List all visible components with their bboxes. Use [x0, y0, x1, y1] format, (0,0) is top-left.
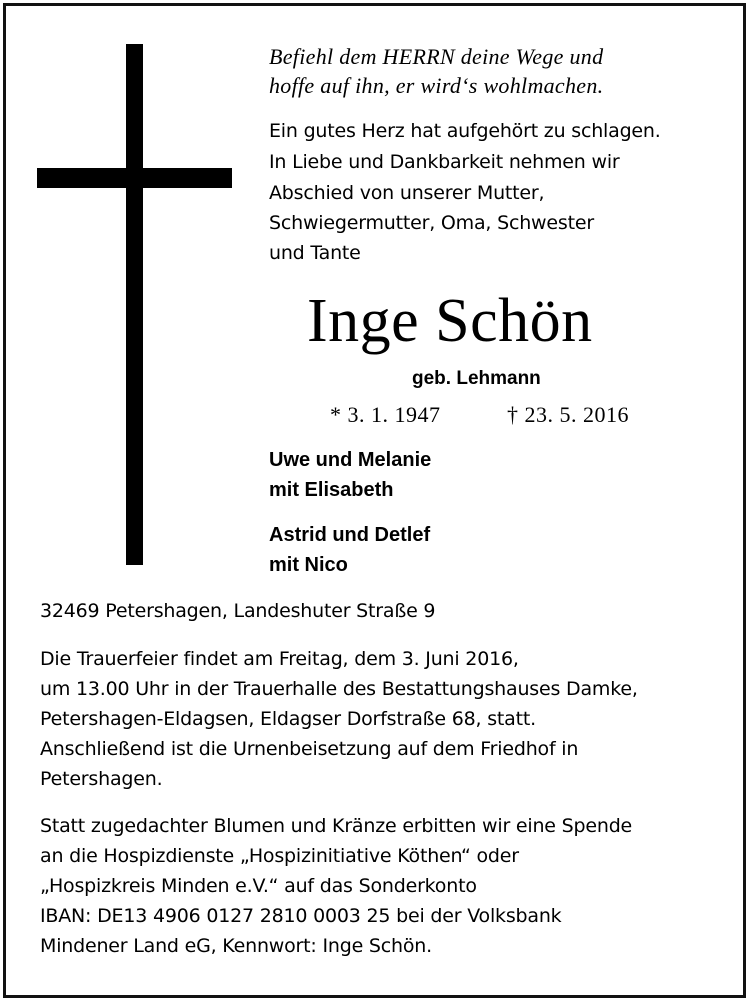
intro-line-4: Schwiegermutter, Oma, Schwester	[269, 212, 594, 234]
mourner-1-line-2: mit Elisabeth	[269, 479, 394, 501]
funeral-info-line-1: Die Trauerfeier findet am Freitag, dem 3. Juni 2016,	[40, 648, 519, 670]
death-date: † 23. 5. 2016	[507, 402, 629, 427]
donation-line-1: Statt zugedachter Blumen und Kränze erbitten wir eine Spende	[40, 815, 633, 837]
donation-line-3: „Hospizkreis Minden e.V.“ auf das Sonderkonto	[40, 875, 477, 897]
address-line: 32469 Petershagen, Landeshuter Straße 9	[40, 600, 436, 622]
funeral-info-line-2: um 13.00 Uhr in der Trauerhalle des Bestattungshauses Damke,	[40, 678, 638, 700]
verse-line-1: Befiehl dem HERRN deine Wege und	[269, 44, 604, 69]
donation-line-2: an die Hospizdienste „Hospizinitiative Köthen“ oder	[40, 845, 519, 867]
mourner-2-line-2: mit Nico	[269, 554, 348, 576]
mourner-1-line-1: Uwe und Melanie	[269, 449, 432, 471]
intro-line-1: Ein gutes Herz hat aufgehört zu schlagen.	[269, 120, 661, 142]
donation-line-5: Mindener Land eG, Kennwort: Inge Schön.	[40, 935, 432, 957]
intro-line-2: In Liebe und Dankbarkeit nehmen wir	[269, 151, 620, 173]
deceased-name: Inge Schön	[307, 287, 593, 355]
intro-line-5: und Tante	[269, 242, 361, 264]
intro-line-3: Abschied von unserer Mutter,	[269, 182, 545, 204]
birth-date: * 3. 1. 1947	[330, 402, 441, 427]
cross-vertical-bar	[126, 44, 143, 565]
mourner-2-line-1: Astrid und Detlef	[269, 524, 431, 546]
funeral-info-line-3: Petershagen-Eldagsen, Eldagser Dorfstraße 68, statt.	[40, 708, 536, 730]
donation-line-4: IBAN: DE13 4906 0127 2810 0003 25 bei der Volksbank	[40, 905, 562, 927]
maiden-name: geb. Lehmann	[412, 368, 541, 389]
verse-line-2: hoffe auf ihn, er wird‘s wohlmachen.	[269, 73, 604, 98]
cross-horizontal-bar	[37, 168, 232, 188]
funeral-info-line-4: Anschließend ist die Urnenbeisetzung auf dem Friedhof in	[40, 738, 579, 760]
funeral-info-line-5: Petershagen.	[40, 768, 163, 790]
